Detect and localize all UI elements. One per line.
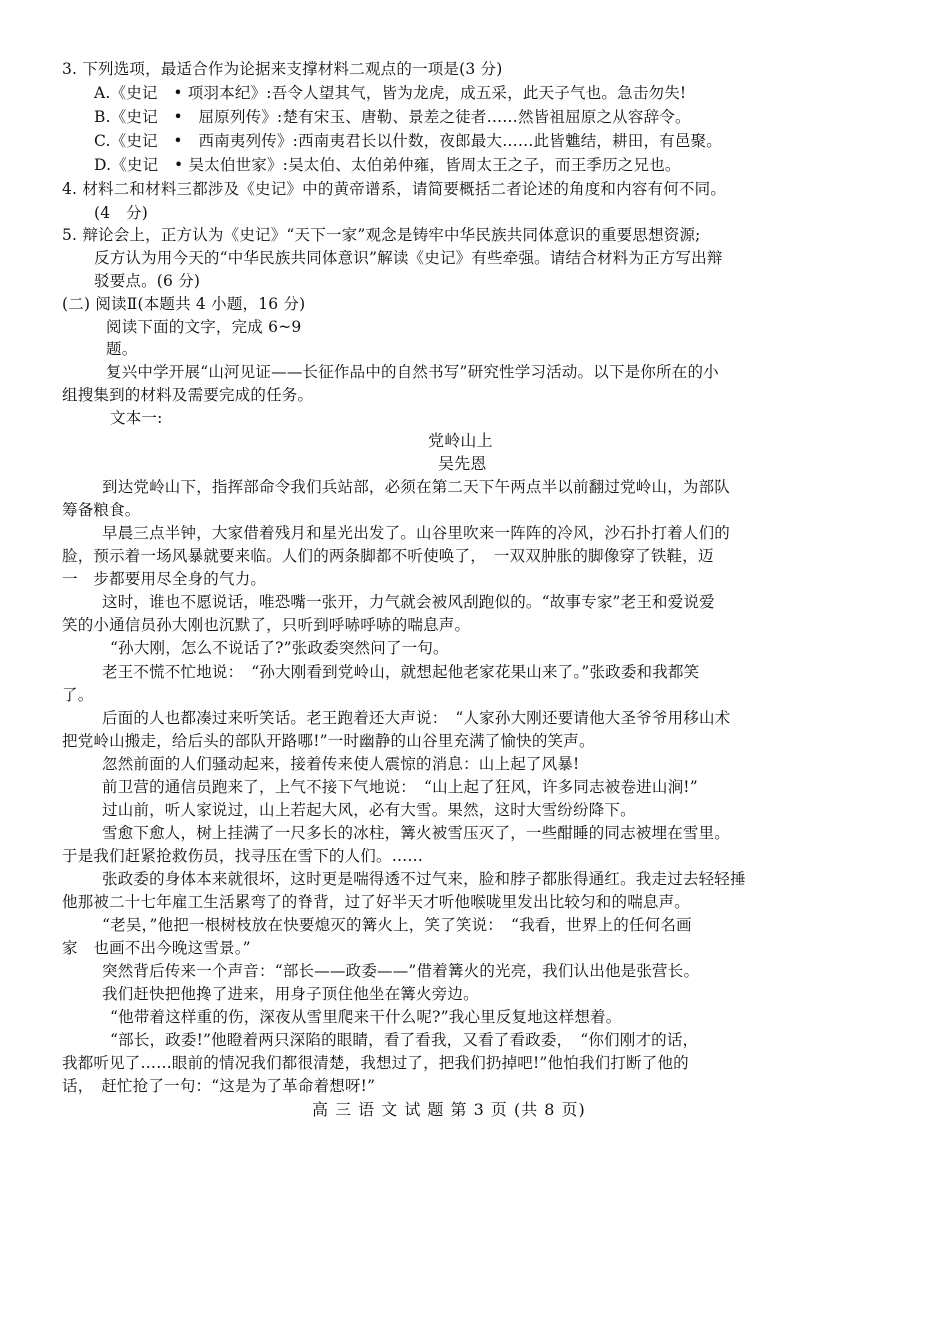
article-line: 我都听见了……眼前的情况我们都很清楚，我想过了，把我们扔掉吧!”他怕我们打断了他的 <box>62 1054 689 1072</box>
article-line: 筹备粮食。 <box>62 501 141 519</box>
article-line: 了。 <box>62 686 94 704</box>
section-intro-2: 组搜集到的材料及需要完成的任务。 <box>62 386 314 404</box>
article-line: “孙大刚，怎么不说话了?”张政委突然问了一句。 <box>110 639 449 657</box>
article-line: 过山前，听人家说过，山上若起大风，必有大雪。果然，这时大雪纷纷降下。 <box>102 801 636 819</box>
article-line: 家 也画不出今晚这雪景。” <box>62 939 251 957</box>
article-line: “老吴，”他把一根树枝放在快要熄灭的篝火上，笑了笑说： “我看，世界上的任何名画 <box>102 916 692 934</box>
text-label: 文本一: <box>110 409 163 427</box>
section-instruction-2: 题。 <box>106 340 138 358</box>
article-line: “部长，政委!”他瞪着两只深陷的眼睛，看了看我，又看了看政委， “你们刚才的话， <box>110 1031 699 1049</box>
question-5-line-2: 反方认为用今天的“中华民族共同体意识”解读《史记》有些牵强。请结合材料为正方写出辩 <box>94 249 723 267</box>
article-line: “他带着这样重的伤，深夜从雪里爬来干什么呢?”我心里反复地这样想着。 <box>110 1008 622 1026</box>
article-line: 到达党岭山下，指挥部命令我们兵站部，必须在第二天下午两点半以前翻过党岭山，为部队 <box>102 478 731 496</box>
question-3-option-c: C.《史记 • 西南夷列传》:西南夷君长以什数，夜郎最大……此皆魋结，耕田，有邑聚。 <box>94 132 723 150</box>
article-line: 老王不慌不忙地说： “孙大刚看到党岭山，就想起他老家花果山来了。”张政委和我都笑 <box>102 663 700 681</box>
article-line: 早晨三点半钟，大家借着残月和星光出发了。山谷里吹来一阵阵的冷风，沙石扑打着人们的 <box>102 524 731 542</box>
article-line: 突然背后传来一个声音：“部长——政委——”借着篝火的光亮，我们认出他是张营长。 <box>102 962 700 980</box>
question-3-option-b: B.《史记 • 屈原列传》:楚有宋玉、唐勒、景差之徒者……然皆祖屈原之从容辞令。 <box>94 108 691 126</box>
section-intro-1: 复兴中学开展“山河见证——长征作品中的自然书写”研究性学习活动。以下是你所在的小 <box>106 363 719 381</box>
article-line: 张政委的身体本来就很坏，这时更是喘得透不过气来，脸和脖子都胀得通红。我走过去轻轻捶 <box>102 870 746 888</box>
article-line: 后面的人也都凑过来听笑话。老王跑着还大声说： “人家孙大刚还要请他大圣爷爷用移山术 <box>102 709 731 727</box>
article-line: 话， 赶忙抢了一句：“这是为了革命着想呀!” <box>62 1077 376 1095</box>
article-line: 把党岭山搬走，给后头的部队开路哪!”一时幽静的山谷里充满了愉快的笑声。 <box>62 732 595 750</box>
article-line: 前卫营的通信员跑来了，上气不接下气地说： “山上起了狂风，许多同志被卷进山涧!” <box>102 778 698 796</box>
page-footer: 高 三 语 文 试 题 第 3 页 (共 8 页) <box>312 1100 586 1119</box>
question-5-line-3: 驳要点。(6 分) <box>94 272 201 290</box>
article-line: 一 步都要用尽全身的气力。 <box>62 570 267 588</box>
article-line: 雪愈下愈人，树上挂满了一尺多长的冰柱，篝火被雪压灭了，一些酣睡的同志被埋在雪里。 <box>102 824 731 842</box>
question-5-line-1: 5. 辩论会上，正方认为《史记》“天下一家”观念是铸牢中华民族共同体意识的重要思想资源; <box>62 226 701 244</box>
article-title: 党岭山上 <box>428 431 493 450</box>
section-instruction-1: 阅读下面的文字，完成 6~9 <box>106 318 302 336</box>
question-4-score: (4 分) <box>94 204 148 222</box>
article-line: 于是我们赶紧抢救伤员，找寻压在雪下的人们。…… <box>62 847 424 865</box>
section-heading: (二) 阅读Ⅱ(本题共 4 小题，16 分) <box>62 295 306 313</box>
question-3-stem: 3. 下列选项，最适合作为论据来支撑材料二观点的一项是(3 分) <box>62 60 503 78</box>
article-line: 笑的小通信员孙大刚也沉默了，只听到呼哧呼哧的喘息声。 <box>62 616 471 634</box>
question-3-option-d: D.《史记 • 吴太伯世家》:吴太伯、太伯弟仲雍，皆周太王之子，而王季历之兄也。 <box>94 156 681 174</box>
article-line: 我们赶快把他搀了进来，用身子顶住他坐在篝火旁边。 <box>102 985 479 1003</box>
article-author: 吴先恩 <box>438 454 487 473</box>
article-line: 这时，谁也不愿说话，唯恐嘴一张开，力气就会被风刮跑似的。“故事专家”老王和爱说爱 <box>102 593 715 611</box>
question-4-line-1: 4. 材料二和材料三都涉及《史记》中的黄帝谱系，请简要概括二者论述的角度和内容有何不同。 <box>62 180 727 198</box>
question-3-option-a: A.《史记 • 项羽本纪》:吾令人望其气，皆为龙虎，成五采，此天子气也。急击勿失! <box>94 84 687 102</box>
article-line: 忽然前面的人们骚动起来，接着传来使人震惊的消息：山上起了风暴! <box>102 755 580 773</box>
article-line: 他那被二十七年雇工生活累弯了的脊背，过了好半天才听他喉咙里发出比较匀和的喘息声。 <box>62 893 691 911</box>
article-line: 脸，预示着一场风暴就要来临。人们的两条脚都不听使唤了， 一双双肿胀的脚像穿了铁鞋，迈 <box>62 547 714 565</box>
